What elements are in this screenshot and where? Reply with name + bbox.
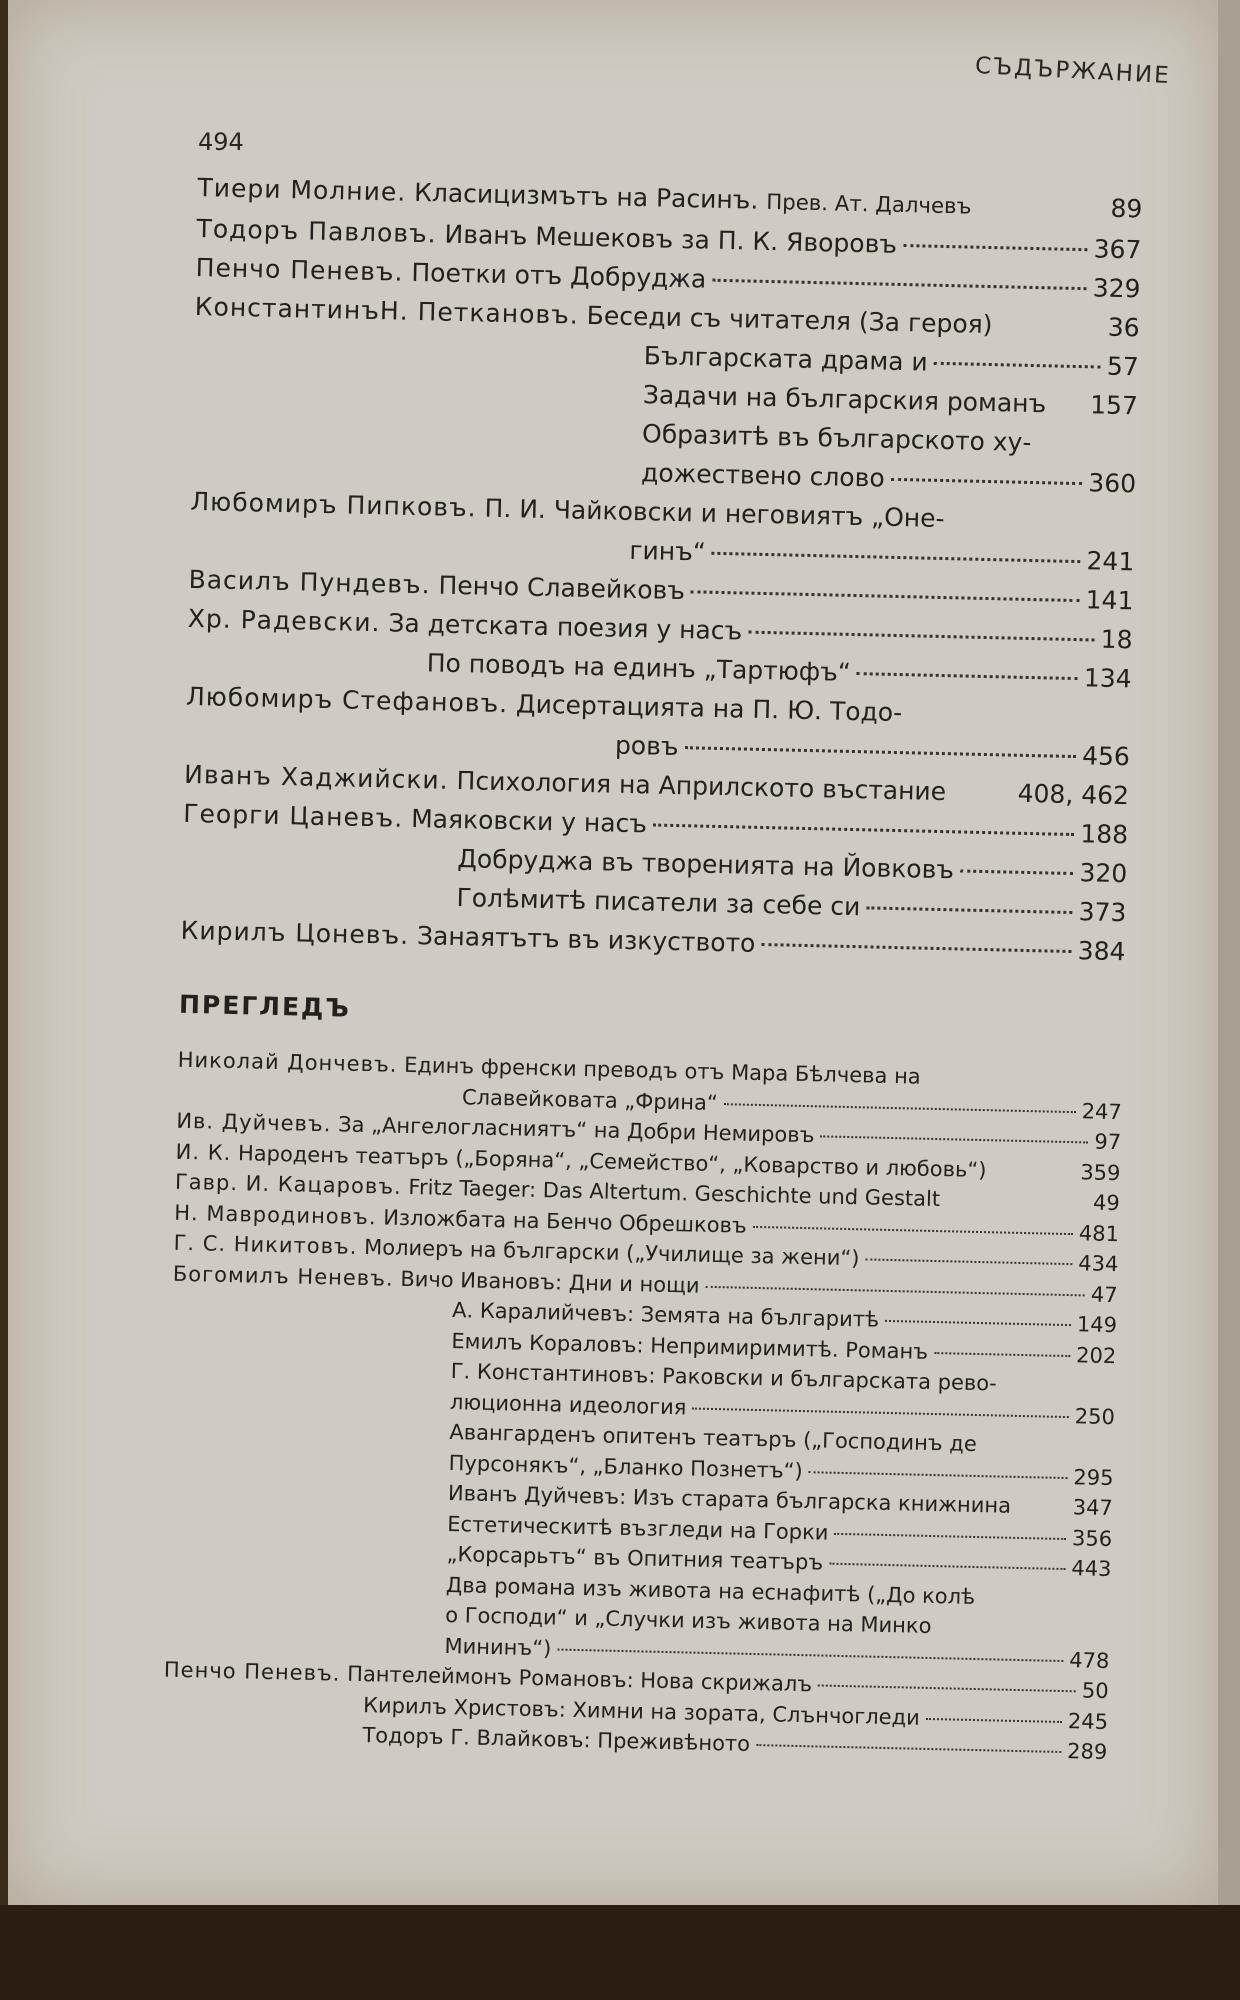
entry-page-number: 149: [1076, 1312, 1118, 1338]
entry-page-number: 367: [1093, 234, 1142, 265]
dot-leader: [981, 1599, 1105, 1602]
table-of-contents: [162, 168, 1143, 1768]
entry-author: Георги Цаневъ.: [183, 798, 404, 833]
entry-title: Г. Константиновъ: Раковски и българската рево-: [450, 1359, 998, 1396]
dot-leader: [946, 1201, 1087, 1204]
entry-title: Беседи съ читателя (За героя): [586, 300, 993, 340]
dot-leader: [809, 1471, 1068, 1479]
entry-page-number: 456: [1081, 741, 1131, 772]
entry-page-number: 97: [1094, 1129, 1122, 1155]
entry-page-number: 478: [1069, 1647, 1110, 1673]
entry-author: Кирилъ Цоневъ.: [180, 915, 410, 950]
dot-leader: [753, 1225, 1073, 1234]
entry-title: А. Каралийчевъ: Земята на българитѣ: [451, 1298, 880, 1332]
dot-leader: [978, 208, 1105, 211]
entry-page-number: 481: [1078, 1220, 1120, 1246]
entry-title: „Корсарьтъ“ въ Опитния театъръ: [446, 1542, 824, 1575]
dot-leader: [653, 823, 1074, 836]
running-header: СЪДЪРЖАНИЕ: [974, 52, 1172, 90]
entry-author: И. К.: [175, 1139, 232, 1165]
entry-title: Емилъ Кораловъ: Непримиримитѣ. Романъ: [451, 1328, 929, 1364]
entry-page-number: 408, 462: [1017, 778, 1130, 811]
entry-page-number: 188: [1080, 819, 1129, 850]
entry-title: Иванъ Мешековъ за П. К. Яворовъ: [444, 219, 898, 259]
entry-title: Поетки отъ Добруджа: [411, 257, 707, 294]
entry-title: ровъ: [614, 730, 679, 762]
entry-author: Любомиръ Стефановъ.: [185, 681, 509, 719]
entry-title: Пантелеймонъ Романовъ: Нова скрижалъ: [346, 1661, 813, 1697]
entry-title: Образитѣ въ българското ху-: [641, 419, 1032, 457]
review-heading: ПРЕГЛЕДЪ: [178, 989, 352, 1023]
entry-title: гинъ“: [629, 535, 707, 567]
dot-leader: [557, 1648, 1063, 1661]
entry-title: Вичо Ивановъ: Дни и нощи: [400, 1266, 700, 1298]
entry-page-number: 289: [1066, 1739, 1108, 1765]
entry-author: Иванъ Хаджийски.: [183, 759, 450, 795]
dot-leader: [998, 327, 1101, 329]
entry-page-number: 50: [1081, 1678, 1109, 1704]
dot-leader: [692, 1407, 1068, 1418]
entry-title: Българската драма и: [643, 341, 929, 377]
entry-title: За детската поезия у насъ: [388, 608, 743, 646]
entry-page-number: 384: [1077, 936, 1126, 967]
entry-page-number: 360: [1088, 468, 1137, 499]
entry-title: П. И. Чайковски и неговиятъ „Оне-: [484, 493, 945, 534]
entry-title: Пурсонякъ“, „Бланко Познетъ“): [448, 1450, 804, 1483]
entry-author: Ив. Дуйчевъ.: [176, 1108, 332, 1137]
entry-title: Психология на Априлското въстание: [456, 766, 947, 807]
entry-author: Тодоръ Павловъ.: [196, 213, 438, 249]
entry-page-number: 373: [1078, 897, 1127, 928]
entry-title: По поводъ на единъ „Тартюфъ“: [426, 648, 852, 687]
entry-author: Богомилъ Неневъ.: [172, 1261, 394, 1291]
entry-page-number: 320: [1079, 858, 1128, 889]
entry-page-number: 157: [1089, 390, 1139, 421]
entry-title: Маяковски у насъ: [410, 804, 648, 839]
dot-leader: [1003, 1386, 1110, 1388]
entry-title: Тодоръ Г. Влайковъ: Преживѣното: [362, 1723, 751, 1756]
entry-page-number: 89: [1110, 193, 1143, 224]
page-number: 494: [198, 128, 244, 156]
dot-leader: [865, 1258, 1072, 1265]
dot-leader: [691, 590, 1080, 602]
entry-page-number: 241: [1086, 546, 1135, 577]
articles-list: [180, 168, 1142, 971]
entry-page-number: 57: [1106, 351, 1140, 382]
entry-title: За „Ангелогласниятъ“ на Добри Немировъ: [337, 1112, 815, 1148]
entry-author: Тиери Молние.: [197, 172, 407, 207]
entry-page-number: 347: [1072, 1495, 1114, 1521]
dot-leader: [908, 715, 1125, 720]
entry-title: Авангарденъ опитенъ театъръ („Господинъ де: [449, 1420, 978, 1456]
dot-leader: [857, 672, 1078, 680]
dot-leader: [885, 1320, 1071, 1326]
entry-page-number: 18: [1100, 624, 1133, 655]
entry-author: Н. Мавродиновъ.: [174, 1200, 377, 1229]
dot-leader: [937, 1628, 1104, 1632]
entry-title: Голѣмитѣ писатели за себе си: [456, 883, 861, 922]
dot-leader: [903, 244, 1088, 251]
entry-page-number: 247: [1081, 1098, 1123, 1124]
entry-page-number: 359: [1080, 1159, 1121, 1185]
entry-page-number: 49: [1092, 1190, 1121, 1216]
dot-leader: [820, 1135, 1088, 1143]
entry-page-number: 443: [1071, 1556, 1112, 1582]
entry-author: КонстантинъН. Петкановъ.: [194, 291, 580, 330]
entry-title: Славейковата „Фрина“: [461, 1084, 719, 1115]
entry-author: Пенчо Пеневъ.: [195, 252, 404, 287]
entry-page-number: 329: [1092, 273, 1141, 304]
entry-author: Николай Дончевъ.: [177, 1047, 398, 1077]
entry-page-number: 134: [1083, 663, 1132, 694]
dot-leader: [685, 746, 1077, 758]
entry-title: Пенчо Славейковъ: [438, 570, 686, 606]
entry-page-number: 202: [1075, 1342, 1117, 1368]
entry-title: Мининъ“): [444, 1633, 552, 1660]
dot-leader: [818, 1684, 1076, 1692]
dot-leader: [748, 631, 1095, 642]
entry-title: Единъ френски преводъ отъ Мара Бѣлчева на: [403, 1052, 921, 1089]
entry-title: Задачи на българския романъ: [642, 380, 1047, 419]
dot-leader: [706, 1285, 1085, 1296]
dot-leader: [1052, 406, 1084, 407]
entry-page-number: 250: [1074, 1403, 1116, 1429]
entry-author: Пенчо Пеневъ.: [163, 1657, 341, 1686]
entry-title: о Господи“ и „Случки изъ живота на Минко: [444, 1602, 932, 1639]
entry-author: Хр. Радевски.: [187, 603, 381, 638]
dot-leader: [927, 1079, 1117, 1083]
dot-leader: [926, 1717, 1062, 1722]
dot-leader: [712, 279, 1087, 290]
entry-title: Естетическитѣ възгледи на Горки: [447, 1511, 829, 1545]
dot-leader: [951, 521, 1130, 525]
dot-leader: [756, 1744, 1061, 1753]
dot-leader: [1037, 445, 1131, 447]
entry-page-number: 141: [1085, 585, 1134, 616]
entry-page-number: 47: [1090, 1282, 1118, 1307]
dot-leader: [934, 362, 1101, 369]
entry-title: Fritz Taeger: Das Altertum. Geschichte und Gestalt: [408, 1175, 941, 1212]
dot-leader: [761, 943, 1071, 953]
table-surface: [0, 1905, 1240, 2000]
entry-title: люционна идеология: [449, 1389, 687, 1419]
entry-title: Дисертацията на П. Ю. Тодо-: [515, 689, 903, 728]
entry-title: Иванъ Дуйчевъ: Изъ старата българска книжнина: [447, 1481, 1012, 1518]
dot-leader: [992, 1172, 1074, 1174]
entry-author: Г. С. Никитовъ.: [173, 1230, 358, 1259]
entry-page-number: 434: [1078, 1251, 1119, 1277]
entry-title: Молиеръ на български („Училище за жени“): [363, 1235, 860, 1271]
dot-leader: [712, 552, 1081, 563]
entry-title: дожествено слово: [640, 458, 886, 493]
entry-title: Класицизмътъ на Расинъ.: [413, 177, 759, 215]
dot-leader: [724, 1103, 1076, 1113]
dot-leader: [866, 906, 1072, 914]
entry-page-number: 36: [1107, 312, 1140, 343]
dot-leader: [829, 1563, 1065, 1570]
dot-leader: [960, 869, 1074, 875]
entry-author: Гавр. И. Кацаровъ.: [174, 1169, 403, 1199]
entry-page-number: 245: [1067, 1708, 1109, 1734]
entry-author: Любомиръ Пипковъ.: [190, 486, 477, 523]
entry-translator: Прев. Ат. Далчевъ: [765, 189, 972, 220]
entry-title: Изложбата на Бенчо Обрешковъ: [382, 1204, 748, 1238]
entry-page-number: 295: [1073, 1464, 1114, 1490]
entry-title: Народенъ театъръ („Боряна“, „Семейство“, „Коварство и любовь“): [237, 1140, 987, 1182]
dot-leader: [1017, 1508, 1067, 1509]
entry-title: Занаятътъ въ изкуството: [416, 921, 756, 958]
dot-leader: [934, 1352, 1070, 1357]
entry-title: Добруджа въ творенията на Йовковъ: [457, 844, 955, 885]
dot-leader: [952, 794, 1012, 795]
entry-title: Два романа изъ живота на еснафитѣ („До колѣ: [445, 1572, 976, 1609]
dot-leader: [834, 1532, 1066, 1539]
reviews-list: [162, 1045, 1123, 1768]
entry-page-number: 356: [1071, 1525, 1113, 1551]
entry-title: Кирилъ Христовъ: Химни на зората, Слънчогледи: [362, 1692, 921, 1730]
dot-leader: [983, 1446, 1108, 1449]
page-edge: [1218, 0, 1240, 1905]
entry-author: Василъ Пундевъ.: [188, 564, 431, 600]
dot-leader: [891, 478, 1083, 485]
